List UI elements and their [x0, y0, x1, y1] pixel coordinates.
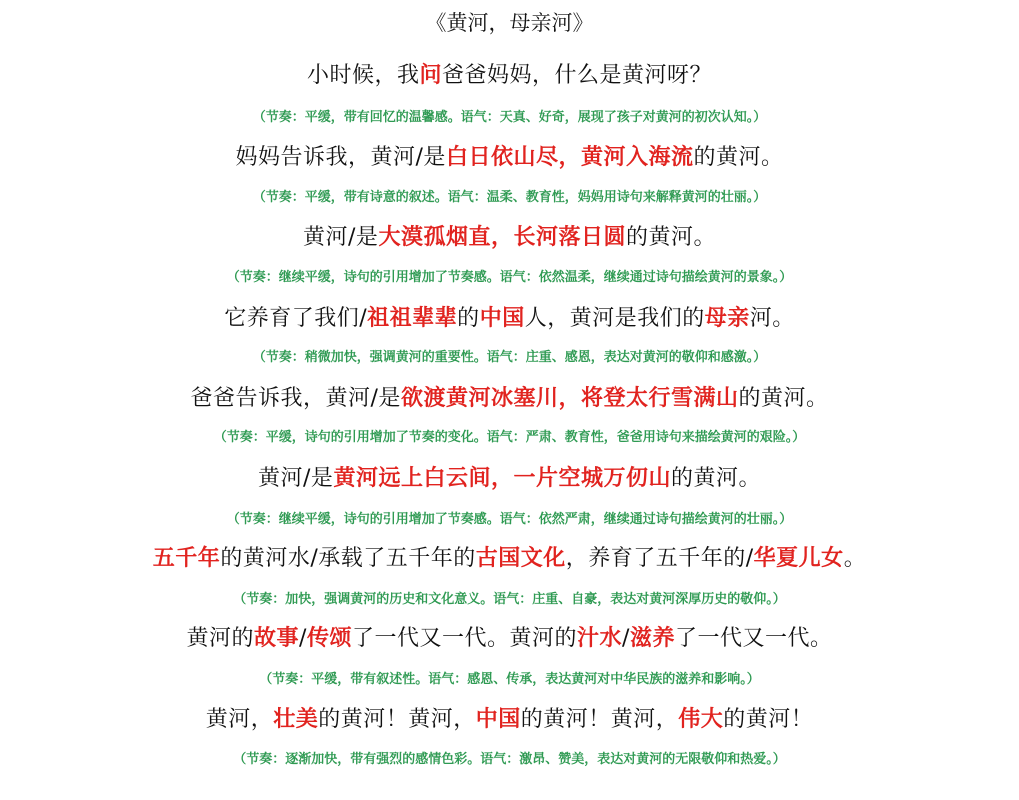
poem-line: [0, 142, 1019, 174]
line-text: 的黄河！黄河，: [318, 707, 476, 732]
highlighted-text: 古国文化: [475, 546, 566, 571]
highlighted-text: 黄河远上白云间，一片空城万仞山: [333, 466, 671, 491]
rhythm-note: （节奏：平缓，带有回忆的温馨感。语气：天真、好奇，展现了孩子对黄河的初次认知。）: [252, 110, 767, 125]
line-text: 的: [457, 306, 480, 331]
highlighted-text: 伟大: [678, 707, 724, 732]
highlighted-text: 大漠孤烟直，长河落日圆: [378, 225, 626, 250]
rhythm-note: （节奏：稍微加快，强调黄河的重要性。语气：庄重、感恩，表达对黄河的敬仰和感激。）: [252, 350, 767, 365]
line-text: 它养育了我们/: [224, 306, 368, 331]
line-text: 河。: [749, 306, 795, 331]
line-text: /: [622, 626, 630, 651]
poem-line: [0, 623, 1019, 655]
line-text: 小时候，我: [306, 63, 420, 88]
rhythm-note: （节奏：加快，强调黄河的历史和文化意义。语气：庄重、自豪，表达对黄河深厚历史的敬仰。）: [233, 592, 786, 607]
line-text: 。: [843, 546, 867, 571]
rhythm-note: （节奏：继续平缓，诗句的引用增加了节奏感。语气：依然严肃，继续通过诗句描绘黄河的壮丽。）: [226, 512, 793, 527]
poem-line: [0, 704, 1019, 736]
poem-line: [0, 463, 1019, 495]
rhythm-note: （节奏：继续平缓，诗句的引用增加了节奏感。语气：依然温柔，继续通过诗句描绘黄河的景象。）: [226, 270, 793, 285]
line-text: 了一代又一代。黄河的: [351, 626, 577, 651]
highlighted-text: 华夏儿女: [753, 546, 844, 571]
highlighted-text: 滋养: [629, 626, 675, 651]
line-text: 人，黄河是我们的: [524, 306, 705, 331]
highlighted-text: 母亲: [704, 306, 750, 331]
highlighted-text: 传颂: [306, 626, 352, 651]
poem-line: [0, 60, 1019, 92]
line-text: 爸爸妈妈，什么是黄河呀？: [442, 63, 713, 88]
line-text: ，养育了五千年的/: [565, 546, 754, 571]
line-text: 黄河/是: [258, 466, 334, 491]
highlighted-text: 欲渡黄河冰塞川，将登太行雪满山: [400, 386, 739, 411]
highlighted-text: 中国: [479, 306, 525, 331]
rhythm-note: （节奏：平缓，带有叙述性。语气：感恩、传承，表达黄河对中华民族的滋养和影响。）: [259, 672, 760, 687]
highlighted-text: 祖祖辈辈: [367, 306, 458, 331]
highlighted-text: 五千年: [152, 546, 221, 571]
line-text: 的黄河！黄河，: [520, 707, 679, 732]
line-text: 的黄河。: [670, 466, 761, 491]
line-text: 的黄河。: [693, 145, 784, 170]
highlighted-text: 中国: [475, 707, 521, 732]
poem-line: [0, 543, 1019, 575]
line-text: 爸爸告诉我，黄河/是: [190, 386, 401, 411]
rhythm-note: （节奏：逐渐加快，带有强烈的感情色彩。语气：激昂、赞美，表达对黄河的无限敬仰和热爱。）: [233, 752, 786, 767]
line-text: 的黄河水/承载了五千年的: [220, 546, 476, 571]
line-text: 的黄河。: [738, 386, 829, 411]
poem-line: [0, 383, 1019, 415]
line-text: 妈妈告诉我，黄河/是: [235, 145, 446, 170]
line-text: 的黄河。: [625, 225, 716, 250]
line-text: 的黄河！: [723, 707, 814, 732]
line-text: 了一代又一代。: [674, 626, 833, 651]
highlighted-text: 汁水: [577, 626, 623, 651]
line-text: 黄河的: [186, 626, 255, 651]
rhythm-note: （节奏：平缓，带有诗意的叙述。语气：温柔、教育性，妈妈用诗句来解释黄河的壮丽。）: [252, 190, 767, 205]
highlighted-text: 白日依山尽，黄河入海流: [445, 145, 694, 170]
poem-title: 《黄河，母亲河》: [425, 11, 594, 35]
line-text: /: [299, 626, 307, 651]
line-text: 黄河，: [205, 707, 274, 732]
highlighted-text: 故事: [254, 626, 300, 651]
rhythm-note: （节奏：平缓，诗句的引用增加了节奏的变化。语气：严肃、教育性，爸爸用诗句来描绘黄河的艰险。）: [213, 430, 806, 445]
highlighted-text: 壮美: [273, 707, 319, 732]
poem-line: [0, 222, 1019, 254]
line-text: 黄河/是: [303, 225, 379, 250]
poem-line: [0, 303, 1019, 335]
highlighted-text: 问: [419, 63, 442, 88]
